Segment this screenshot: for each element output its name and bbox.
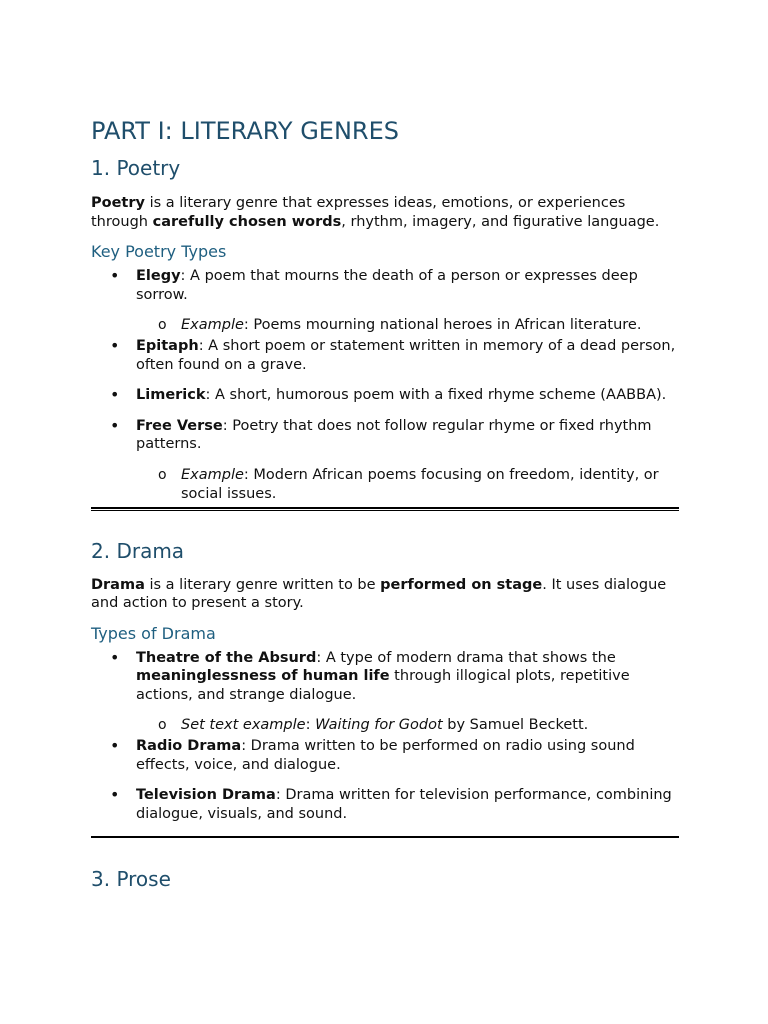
drama-emphasis: performed on stage	[380, 576, 543, 593]
sub-item-elegy-example: o Example: Poems mourning national heroes in African literature.	[158, 317, 642, 333]
poetry-intro: Poetry is a literary genre that expresses ideas, emotions, or experiences through carefully chosen words, rhythm, imagery, and figurative language.	[91, 195, 660, 230]
list-item-free-verse: • Free Verse: Poetry that does not follow regular rhyme or fixed rhythm patterns.	[110, 415, 652, 452]
sub-bullet-marker: o	[158, 717, 167, 733]
poetry-types-list	[91, 267, 681, 504]
sub-bullet-marker: o	[158, 317, 167, 333]
list-item-theatre-of-the-absurd: • Theatre of the Absurd: A type of modern drama that shows the meaninglessness of human life through illogical plots, repetitive actions, and strange dialogue.	[110, 647, 630, 703]
sub-item-free-verse-example: o Example: Modern African poems focusing on freedom, identity, or social issues.	[158, 466, 659, 502]
bullet-marker: •	[110, 266, 120, 285]
list-item-radio-drama: • Radio Drama: Drama written to be performed on radio using sound effects, voice, and dialogue.	[110, 736, 635, 773]
bullet-marker: •	[110, 647, 120, 667]
bullet-marker: •	[110, 736, 120, 755]
list-item-epitaph: • Epitaph: A short poem or statement written in memory of a dead person, often found on a grave.	[110, 336, 676, 373]
section-heading-poetry: 1. Poetry	[91, 156, 181, 180]
section-divider	[91, 836, 679, 838]
bullet-marker: •	[110, 415, 120, 435]
list-item-television-drama: • Television Drama: Drama written for television performance, combining dialogue, visuals, and sound.	[110, 785, 672, 822]
section-heading-prose: 3. Prose	[91, 867, 171, 891]
drama-intro: Drama is a literary genre written to be performed on stage. It uses dialogue and action to present a story.	[91, 576, 667, 611]
bullet-marker: •	[110, 785, 120, 804]
drama-term: Drama	[91, 576, 145, 593]
poetry-term: Poetry	[91, 195, 145, 211]
list-item-elegy: • Elegy: A poem that mourns the death of a person or expresses deep sorrow.	[110, 266, 638, 303]
subheading-key-poetry-types: Key Poetry Types	[91, 242, 227, 261]
drama-types-list	[91, 649, 681, 824]
sub-item-set-text-example: o Set text example: Waiting for Godot by Samuel Beckett.	[158, 717, 589, 733]
sub-bullet-marker: o	[158, 466, 167, 483]
set-text-title: Waiting for Godot	[315, 717, 443, 733]
section-divider-double	[91, 507, 679, 511]
section-heading-drama: 2. Drama	[91, 538, 185, 563]
bullet-marker: •	[110, 336, 120, 355]
poetry-emphasis: carefully chosen words	[152, 213, 342, 230]
part-title: PART I: LITERARY GENRES	[91, 117, 399, 145]
document-content	[91, 114, 681, 893]
subheading-types-of-drama: Types of Drama	[91, 623, 216, 643]
bullet-marker: •	[110, 385, 120, 404]
list-item-limerick: • Limerick: A short, humorous poem with a fixed rhyme scheme (AABBA).	[110, 385, 667, 404]
